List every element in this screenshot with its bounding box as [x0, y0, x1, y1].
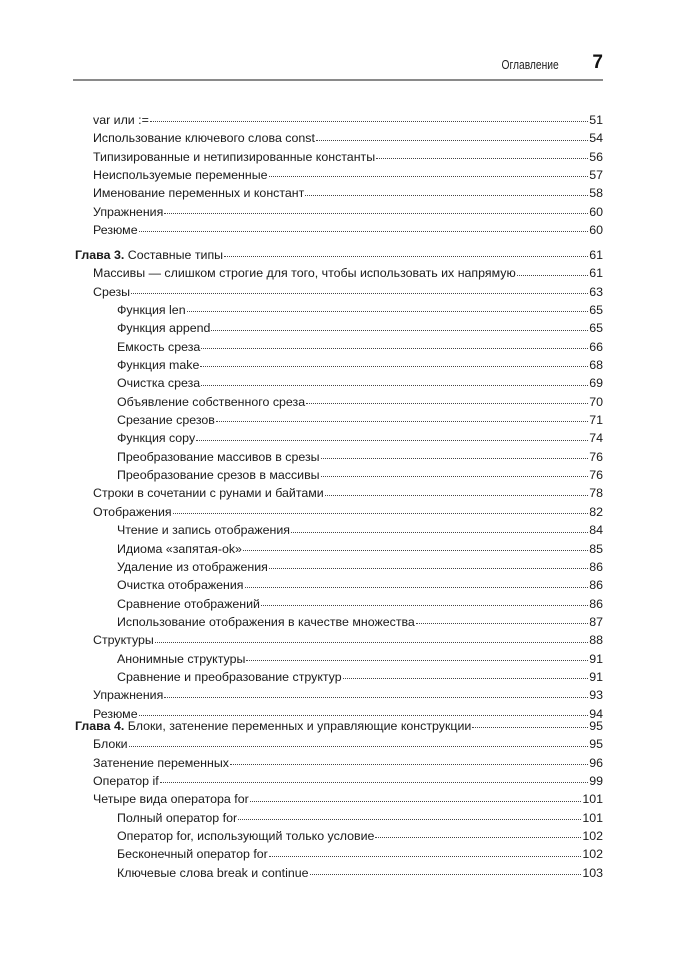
- toc-page-number: 69: [589, 376, 603, 391]
- dot-leader: [306, 402, 588, 404]
- dot-leader: [321, 457, 589, 459]
- toc-page-number: 68: [589, 358, 603, 373]
- toc-entry[interactable]: [75, 827, 603, 845]
- dot-leader: [201, 347, 588, 349]
- dot-leader: [310, 873, 582, 875]
- dot-leader: [243, 549, 588, 551]
- running-header: [73, 52, 603, 78]
- toc-section-chapter-4: [75, 717, 603, 882]
- toc-entry[interactable]: [75, 393, 603, 411]
- chapter-title: Составные типы: [124, 248, 224, 262]
- toc-page-number: 74: [589, 431, 603, 446]
- toc-entry-label: Удаление из отображения: [117, 559, 268, 574]
- toc-entry[interactable]: [75, 772, 603, 790]
- toc-entry[interactable]: [75, 283, 603, 301]
- toc-entry[interactable]: [75, 845, 603, 863]
- toc-page-number: 51: [589, 113, 603, 127]
- chapter-number: Глава 3.: [75, 248, 125, 262]
- dot-leader: [291, 531, 588, 533]
- toc-entry[interactable]: [75, 264, 603, 282]
- dot-leader: [472, 726, 588, 728]
- toc-entry-label: Оператор for, использующий только условие: [117, 829, 375, 844]
- toc-entry[interactable]: [75, 631, 603, 649]
- dot-leader: [375, 836, 581, 838]
- toc-entry-label: Идиома «запятая-ok»: [117, 541, 242, 556]
- toc-entry[interactable]: [75, 338, 603, 356]
- toc-entry-label: [75, 717, 471, 735]
- toc-entry-label: Функция len: [117, 303, 186, 318]
- toc-entry-label: Срезание срезов: [117, 413, 215, 428]
- toc-entry[interactable]: [75, 184, 603, 202]
- toc-page-number: 76: [589, 449, 603, 464]
- toc-page-number: 63: [589, 284, 603, 299]
- toc-page-number: 86: [589, 596, 603, 611]
- dot-leader: [416, 622, 588, 624]
- dot-leader: [216, 420, 588, 422]
- toc-entry[interactable]: [75, 301, 603, 319]
- toc-entry[interactable]: [75, 790, 603, 808]
- toc-page-number: 54: [589, 131, 603, 146]
- toc-page-number: 57: [589, 168, 603, 183]
- toc-entry[interactable]: [75, 754, 603, 772]
- toc-entry-label: Сравнение отображений: [117, 596, 260, 611]
- dot-leader: [187, 310, 589, 312]
- toc-entry-label: Использование ключевого слова const: [93, 131, 315, 146]
- toc-entry[interactable]: [75, 558, 603, 576]
- toc-entry[interactable]: [75, 576, 603, 594]
- toc-entry[interactable]: [75, 686, 603, 704]
- dot-leader: [517, 274, 588, 276]
- toc-entry[interactable]: [75, 356, 603, 374]
- dot-leader: [200, 365, 588, 367]
- toc-entry-label: Функция copy: [117, 431, 196, 446]
- toc-entry-label: Типизированные и нетипизированные константы: [93, 149, 376, 164]
- toc-entry[interactable]: [75, 111, 603, 129]
- toc-entry[interactable]: [75, 319, 603, 337]
- toc-page-number: 66: [589, 339, 603, 354]
- toc-page-number: 71: [589, 413, 603, 428]
- dot-leader: [269, 855, 582, 857]
- toc-page-number: 61: [589, 266, 603, 281]
- toc-entry-label: Именование переменных и констант: [93, 186, 305, 201]
- toc-entry-label: Строки в сочетании с рунами и байтами: [93, 486, 324, 501]
- toc-page-number: 88: [589, 633, 603, 648]
- dot-leader: [238, 818, 581, 820]
- toc-entry-label: Отображения: [93, 504, 172, 519]
- toc-entry[interactable]: [75, 221, 603, 239]
- toc-chapter-entry[interactable]: [75, 717, 603, 735]
- toc-entry-label: Полный оператор for: [117, 810, 238, 825]
- toc-page-number: 91: [589, 651, 603, 666]
- toc-section-chapter-3: [75, 246, 603, 723]
- dot-leader: [269, 175, 589, 177]
- toc-entry-label: Чтение и запись отображения: [117, 523, 291, 538]
- toc-page-number: 78: [589, 486, 603, 501]
- toc-entry-label: Емкость среза: [117, 339, 201, 354]
- dot-leader: [139, 230, 589, 232]
- dot-leader: [155, 641, 588, 643]
- toc-entry-label: Сравнение и преобразование структур: [117, 669, 342, 684]
- toc-entry-label: Блоки: [93, 737, 128, 752]
- toc-page-number: 94: [589, 706, 603, 721]
- dot-leader: [173, 512, 589, 514]
- toc-page-number: 60: [589, 204, 603, 219]
- toc-entry[interactable]: [75, 374, 603, 392]
- dot-leader: [129, 745, 589, 747]
- toc-page-number: 60: [589, 223, 603, 238]
- toc-entry[interactable]: [75, 521, 603, 539]
- dot-leader: [305, 194, 588, 196]
- toc-page-number: 86: [589, 578, 603, 593]
- toc-page-number: 84: [589, 523, 603, 538]
- toc-entry-label: Четыре вида оператора for: [93, 792, 249, 807]
- dot-leader: [376, 157, 588, 159]
- dot-leader: [230, 763, 588, 765]
- toc-page-number: 102: [582, 829, 603, 844]
- toc-page-number: 103: [582, 865, 603, 880]
- toc-entry[interactable]: [75, 448, 603, 466]
- toc-chapter-entry[interactable]: [75, 246, 603, 264]
- toc-page-number: 102: [582, 847, 603, 862]
- toc-page-number: 58: [589, 186, 603, 201]
- toc-page-number: 61: [589, 248, 603, 262]
- toc-page-number: 56: [589, 149, 603, 164]
- toc-page-number: 101: [582, 810, 603, 825]
- toc-entry-label: Очистка среза: [117, 376, 201, 391]
- toc-entry[interactable]: [75, 129, 603, 147]
- toc-entry[interactable]: [75, 613, 603, 631]
- toc-entry[interactable]: [75, 166, 603, 184]
- dot-leader: [321, 475, 589, 477]
- toc-entry[interactable]: [75, 429, 603, 447]
- toc-section-chapter-2-end: [75, 111, 603, 239]
- toc-page-number: 86: [589, 559, 603, 574]
- toc-entry[interactable]: [75, 411, 603, 429]
- toc-entry[interactable]: [75, 466, 603, 484]
- dot-leader: [164, 696, 588, 698]
- toc-entry-label: Неиспользуемые переменные: [93, 168, 268, 183]
- dot-leader: [224, 255, 588, 257]
- toc-entry-label: Функция make: [117, 358, 200, 373]
- toc-page-number: 99: [589, 774, 603, 789]
- dot-leader: [201, 384, 588, 386]
- dot-leader: [211, 329, 588, 331]
- dot-leader: [139, 714, 589, 716]
- dot-leader: [269, 567, 588, 569]
- toc-entry-label: Упражнения: [93, 204, 164, 219]
- dot-leader: [196, 439, 588, 441]
- dot-leader: [316, 139, 588, 141]
- toc-entry[interactable]: [75, 540, 603, 558]
- toc-entry-label: Преобразование массивов в срезы: [117, 449, 320, 464]
- toc-entry-label: Затенение переменных: [93, 755, 229, 770]
- toc-entry[interactable]: [75, 203, 603, 221]
- toc-page-number: 65: [589, 321, 603, 336]
- toc-page-number: 76: [589, 468, 603, 483]
- page-number: 7: [592, 52, 603, 73]
- toc-entry-label: Срезы: [93, 284, 131, 299]
- toc-entry-label: [75, 246, 223, 264]
- dot-leader: [261, 604, 588, 606]
- toc-page-number: 91: [589, 669, 603, 684]
- toc-page-number: 96: [589, 755, 603, 770]
- chapter-number: Глава 4.: [75, 719, 125, 733]
- toc-page-number: 101: [582, 792, 603, 807]
- toc-page-number: 70: [589, 394, 603, 409]
- toc-entry[interactable]: [75, 484, 603, 502]
- header-divider: [73, 79, 603, 81]
- dot-leader: [246, 659, 588, 661]
- toc-entry[interactable]: [75, 809, 603, 827]
- toc-page-number: 95: [589, 719, 603, 733]
- toc-entry[interactable]: [75, 735, 603, 753]
- running-header-title: Оглавление: [501, 58, 559, 72]
- toc-entry-label: Упражнения: [93, 688, 164, 703]
- toc-entry-label: Структуры: [93, 633, 154, 648]
- toc-entry-label: Массивы — слишком строгие для того, чтобы использовать их напрямую: [93, 266, 516, 281]
- toc-entry[interactable]: [75, 650, 603, 668]
- dot-leader: [325, 494, 588, 496]
- toc-entry-label: Очистка отображения: [117, 578, 244, 593]
- dot-leader: [250, 800, 582, 802]
- toc-page-number: 95: [589, 737, 603, 752]
- toc-entry-label: Бесконечный оператор for: [117, 847, 268, 862]
- dot-leader: [160, 781, 588, 783]
- toc-page-number: 87: [589, 614, 603, 629]
- toc-entry-label: Объявление собственного среза: [117, 394, 306, 409]
- dot-leader: [150, 120, 588, 122]
- toc-entry[interactable]: [75, 148, 603, 166]
- toc-page-number: 85: [589, 541, 603, 556]
- toc-entry-label: Оператор if: [93, 774, 159, 789]
- dot-leader: [343, 677, 589, 679]
- toc-page-number: 93: [589, 688, 603, 703]
- dot-leader: [131, 292, 588, 294]
- chapter-title: Блоки, затенение переменных и управляющие конструкции: [124, 719, 472, 733]
- toc-entry-label: Резюме: [93, 706, 138, 721]
- toc-entry[interactable]: [75, 864, 603, 882]
- toc-entry-label: Анонимные структуры: [117, 651, 246, 666]
- toc-page-number: 82: [589, 504, 603, 519]
- toc-entry-label: Преобразование срезов в массивы: [117, 468, 320, 483]
- toc-entry[interactable]: [75, 503, 603, 521]
- toc-entry-label: Ключевые слова break и continue: [117, 865, 309, 880]
- dot-leader: [245, 586, 589, 588]
- toc-entry[interactable]: [75, 595, 603, 613]
- toc-entry-label: var или :=: [93, 113, 149, 127]
- toc-page-number: 65: [589, 303, 603, 318]
- toc-entry-label: Резюме: [93, 223, 138, 238]
- dot-leader: [164, 212, 588, 214]
- toc-entry-label: Использование отображения в качестве множества: [117, 614, 415, 629]
- toc-entry[interactable]: [75, 668, 603, 686]
- toc-entry-label: Функция append: [117, 321, 211, 336]
